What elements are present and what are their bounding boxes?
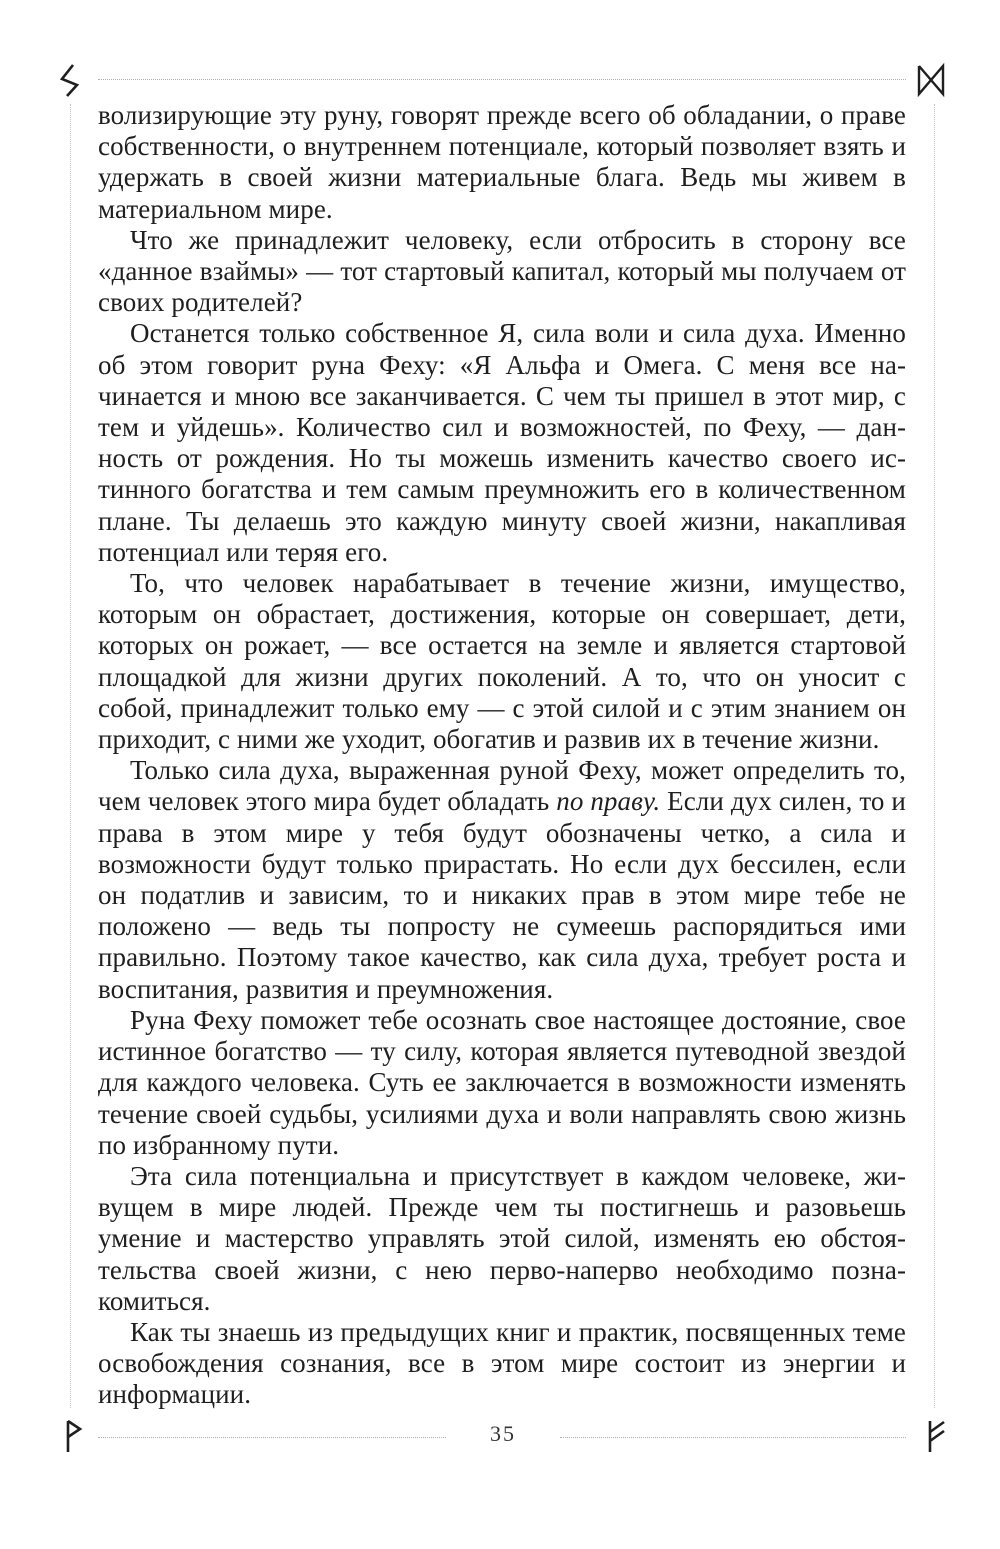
- wunjo-icon: [60, 1418, 90, 1454]
- fehu-icon: [922, 1418, 952, 1454]
- page-number: 35: [490, 1421, 516, 1446]
- paragraph-text: Как ты знаешь из предыдущих книг и практик, посвященных теме освобождения сознания, все в этом мире состоит из энергии и информации.: [98, 1316, 906, 1410]
- paragraph: [98, 1317, 906, 1411]
- frame-left-divider: [70, 104, 71, 1408]
- paragraph-text: Только сила духа, выраженная руной Феху, может определить то, чем человек этого мира будет обладать: [98, 755, 906, 817]
- paragraph: [98, 568, 906, 755]
- paragraph-text: волизирующие эту руну, говорят прежде всего об обладании, о праве собственности, о внутреннем потенциале, который позволяет взять и удержать в своей жизни материальные блага. Ведь мы живем в материальном мире.: [98, 100, 906, 224]
- paragraph: [98, 1005, 906, 1161]
- frame-bottom-right-divider: [560, 1437, 906, 1438]
- paragraph-text: Если дух силен, то и права в этом мире у тебя будут обозначены четко, а сила и возможности будут только прирастать. Но если дух бессилен, если он податлив и зависим, то и никаких прав в этом мире тебе не положено — ведь ты попросту не сумеешь распорядиться ими правильно. Поэтому такое качество, как сила духа, требует роста и воспитания, развития и преумножения.: [98, 786, 906, 1004]
- paragraph: [98, 318, 906, 568]
- paragraph: [98, 1161, 906, 1317]
- frame-bottom-left-divider: [98, 1437, 446, 1438]
- body-text: [98, 100, 906, 1411]
- paragraph: [98, 100, 906, 225]
- paragraph: [98, 225, 906, 319]
- paragraph-text: Эта сила потенциальна и присутствует в каждом человеке, живущем в мире людей. Прежде чем ты постигнешь и разовьешь умение и мастерство управлять этой силой, изменять ею обстоятельства своей жизни, с нею перво-наперво необходимо познакомиться.: [98, 1160, 906, 1316]
- frame-top-divider: [98, 79, 906, 80]
- paragraph: [98, 755, 906, 1005]
- paragraph-text: Останется только собственное Я, сила воли и сила духа. Именно об этом говорит руна Феху: «Я Альфа и Омега. С меня все начинается и мною все заканчивается. С чем ты пришел в этот мир, с тем и уйдешь». Количество сил и возможностей, по Феху, — данность от рождения. Но ты можешь изменить качество своего истинного богатства и тем самым преумножить его в количественном плане. Ты делаешь это каждую минуту своей жизни, накапливая потенциал или теряя его.: [98, 318, 906, 567]
- dagaz-icon: [916, 62, 946, 98]
- paragraph-text: То, что человек нарабатывает в течение жизни, имущество, которым он обрастает, достижения, которые он совершает, дети, которых он рожает, — все остается на земле и является стартовой площадкой для жизни других поколений. А то, что он уносит с собой, принадлежит только ему — с этой силой и с этим знанием он приходит, с ними же уходит, обогатив и развив их в течение жизни.: [98, 568, 906, 755]
- paragraph-text: Что же принадлежит человеку, если отбросить в сторону все «данное взаймы» — тот стартовый капитал, который мы получаем от своих родителей?: [98, 224, 906, 318]
- frame-right-divider: [934, 104, 935, 1408]
- paragraph-text: Руна Феху поможет тебе осознать свое настоящее достояние, свое истинное богатство — ту силу, которая является путеводной звездой для каждого человека. Суть ее заключается в возможности изменять течение своей судьбы, усилиями духа и воли направлять свою жизнь по избранному пути.: [98, 1004, 906, 1160]
- sowilo-icon: [56, 62, 86, 98]
- emphasis-text: по праву.: [556, 786, 661, 817]
